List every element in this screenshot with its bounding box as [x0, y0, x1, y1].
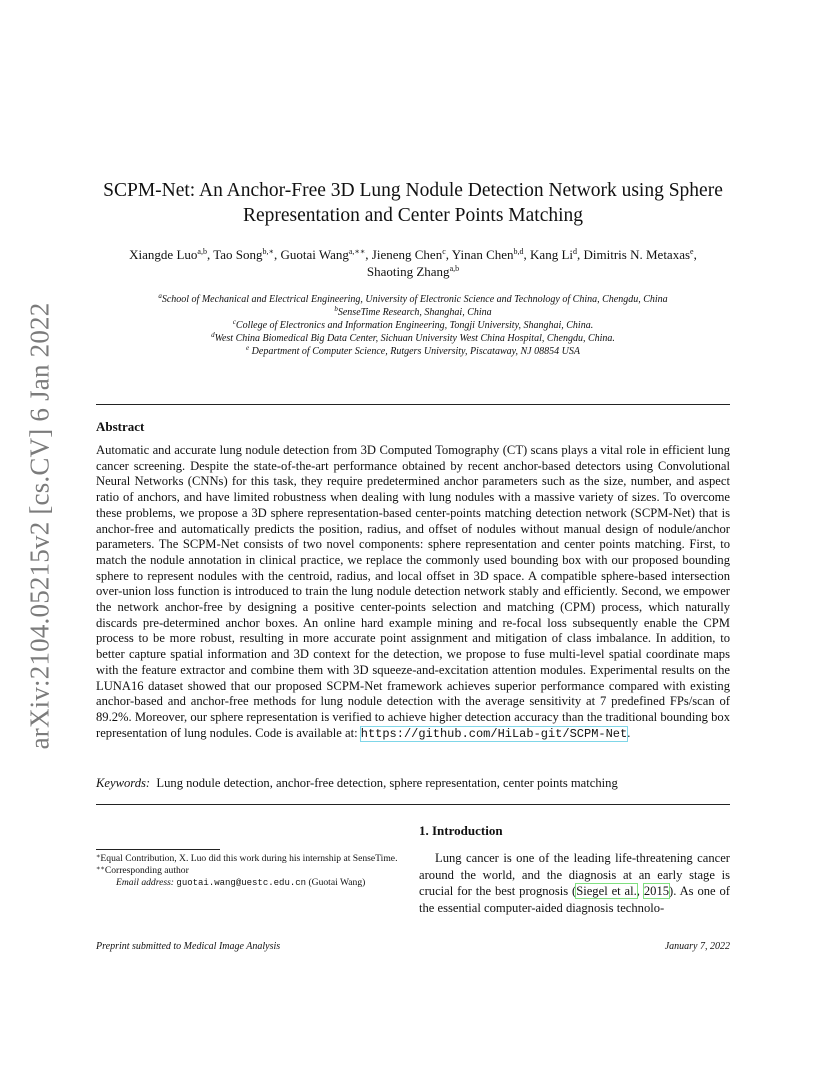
title-line-1: SCPM-Net: An Anchor-Free 3D Lung Nodule Detection Network using Sphere	[103, 180, 723, 201]
author: Kang Li$^d$,	[530, 247, 584, 262]
keywords	[96, 776, 730, 791]
author: Tao Song$^{b,∗}$,	[213, 247, 281, 262]
abstract-bottom-rule	[96, 804, 730, 805]
keywords-text: Lung nodule detection, anchor-free detection, sphere representation, center points matching	[156, 776, 618, 790]
author: Yinan Chen$^{b,d}$,	[451, 247, 531, 262]
footer-date: January 7, 2022	[664, 941, 730, 952]
author: Guotai Wang$^{a,∗∗}$,	[280, 247, 372, 262]
citation-link[interactable]: Siegel et al.	[576, 884, 637, 898]
footnote-rule	[96, 849, 220, 850]
email-address[interactable]: guotai.wang@uestc.edu.cn	[176, 878, 307, 888]
footer-preprint-note: Preprint submitted to Medical Image Analysis	[96, 941, 281, 952]
affiliation: $^c$College of Electronics and Information Engineering, Tongji University, Shanghai, China.	[232, 318, 594, 331]
arxiv-identifier	[22, 296, 58, 756]
title-line-2: Representation and Center Points Matching	[242, 205, 584, 226]
affiliation: $^b$SenseTime Research, Shanghai, China	[334, 305, 492, 318]
paper-title	[96, 178, 730, 228]
author: Dimitris N. Metaxas$^e$,	[583, 247, 697, 262]
affiliation: $^e$ Department of Computer Science, Rutgers University, Piscataway, NJ 08854 USA	[246, 344, 580, 357]
introduction-paragraph: Lung cancer is one of the leading life-threatening cancer around the world, and the diagnosis at an early stage is crucial for the best prognosis (Siegel et al., 2015). As one of the essential computer-aided diagnosis technolo-	[419, 851, 731, 915]
code-link[interactable]: https://github.com/HiLab-git/SCPM-Net	[360, 726, 628, 741]
author: Jieneng Chen$^c$,	[371, 247, 452, 262]
author: Shaoting Zhang$^{a,b}$	[366, 264, 460, 279]
page-footer	[96, 941, 730, 952]
abstract-body: Automatic and accurate lung nodule detection from 3D Computed Tomography (CT) scans plays a vital role in efficient lung cancer screening. Despite the state-of-the-art performance obtained by recent anchor-based detectors using Convolutional Neural Networks (CNNs) for this task, they require predetermined anchor parameters such as the size, number, and aspect ratio of anchors, and have limited robustness when dealing with lung nodules with a massive variety of sizes. To overcome these problems, we propose a 3D sphere representation-based center-points matching detection network (SCPM-Net) that is anchor-free and automatically predicts the position, radius, and offset of nodules without manual design of nodule/anchor parameters. The SCPM-Net consists of two novel components: sphere representation and center points matching. First, to match the nodule annotation in clinical practice, we replace the commonly used bounding box with our proposed bounding sphere to represent nodules with the centroid, radius, and local offset in 3D space. A compatible sphere-based intersection over-union loss function is introduced to train the lung nodule detection network stably and efficiently. Second, we empower the network anchor-free by designing a positive center-points selection and matching (CPM) process, which naturally discards pre-determined anchor boxes. An online hard example mining and re-focal loss subsequently enable the CPM process to be more robust, resulting in more accurate point assignment and mitigation of class imbalance. In addition, to better capture spatial information and 3D context for the detection, we propose to fuse multi-level spatial coordinate maps with the feature extractor and combine them with 3D squeeze-and-excitation attention modules. Experimental results on the LUNA16 dataset showed that our proposed SCPM-Net framework achieves superior performance compared with existing anchor-based and anchor-free methods for lung nodule detection with the average sensitivity at 7 predefined FPs/scan of 89.2%. Moreover, our sphere representation is verified to achieve higher detection accuracy than the traditional bounding box representation of lung nodules. Code is available at: https://github.com/HiLab-git/SCPM-Net.	[96, 443, 730, 741]
affiliation: $^d$West China Biomedical Big Data Center, Sichuan University West China Hospital, Chengdu, China.	[211, 331, 615, 344]
abstract-heading: Abstract	[96, 419, 145, 434]
footnote-email: Email address: guotai.wang@uestc.edu.cn (Guotai Wang)	[116, 877, 366, 888]
affiliation-list	[96, 293, 730, 358]
citation-year-link[interactable]: 2015	[643, 884, 670, 898]
footnotes	[84, 853, 410, 889]
author-list	[96, 246, 730, 280]
author: Xiangde Luo$^{a,b}$,	[129, 247, 214, 262]
footnote-corresponding: ∗∗Corresponding author	[96, 865, 189, 876]
abstract-top-rule	[96, 404, 730, 405]
footnote-equal-contribution: ∗Equal Contribution, X. Luo did this work during his internship at SenseTime.	[96, 853, 398, 864]
section-heading-introduction: 1. Introduction	[419, 823, 503, 838]
affiliation: $^a$School of Mechanical and Electrical Engineering, University of Electronic Science and Technology of China, Chengdu, China	[158, 292, 668, 305]
arxiv-identifier-text: arXiv:2104.05215v2 [cs.CV] 6 Jan 2022	[24, 302, 55, 750]
keywords-label: Keywords:	[96, 776, 151, 790]
